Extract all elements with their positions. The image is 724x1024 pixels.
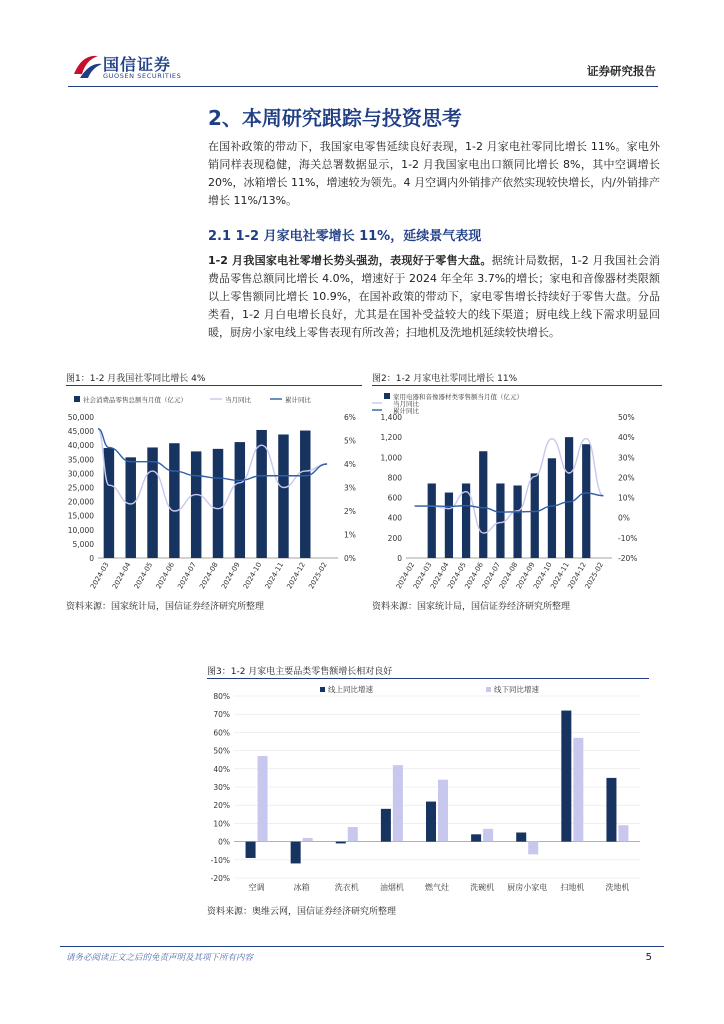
fig3-y-tick: 60% [213, 728, 230, 738]
fig3-bar-offline [528, 842, 538, 855]
fig3-bar-online [516, 833, 526, 842]
fig2-y-right-tick: 30% [618, 453, 635, 463]
fig2-y-right-tick: 20% [618, 473, 635, 483]
fig3-y-tick: -10% [210, 855, 230, 865]
fig3-bar-online [246, 842, 256, 858]
subsection-title: 2.1 1-2 月家电社零增长 11%，延续景气表现 [208, 229, 482, 244]
fig2-y-left-tick: 600 [387, 493, 402, 503]
report-type-label: 证券研究报告 [587, 64, 656, 78]
fig3-y-tick: 20% [213, 801, 230, 811]
fig3-y-tick: 80% [213, 692, 230, 701]
fig1-x-tick: 2024-05 [132, 561, 155, 591]
figure2-source: 资料来源：国家统计局，国信证券经济研究所整理 [372, 602, 571, 612]
fig3-bar-online [381, 809, 391, 842]
fig1-bar [256, 430, 266, 558]
fig3-x-tick: 冰箱 [293, 883, 310, 892]
figure3-chart [204, 682, 650, 900]
fig1-x-tick: 2024-12 [285, 561, 308, 591]
fig1-x-tick: 2024-10 [241, 561, 264, 591]
fig2-x-tick: 2024-11 [549, 561, 571, 591]
fig1-y-right-tick: 0% [344, 554, 356, 563]
fig2-y-right-tick: -10% [618, 533, 638, 543]
fig1-y-left-tick: 15,000 [67, 511, 94, 521]
figure1-chart [60, 390, 364, 596]
figure2-title: 图2：1-2 月家电社零同比增长 11% [372, 374, 518, 384]
fig3-x-tick: 扫地机 [560, 883, 585, 892]
fig3-x-tick: 油烟机 [379, 883, 404, 892]
page-number: 5 [645, 952, 652, 963]
fig2-legend-cumulative-label: 累计同比 [393, 407, 419, 415]
figure1-title: 图1：1-2 月我国社零同比增长 4% [66, 374, 206, 384]
fig1-x-tick: 2024-06 [154, 561, 177, 591]
fig1-y-left-tick: 5,000 [72, 539, 94, 549]
fig2-y-left-tick: 1,400 [380, 413, 402, 422]
fig1-x-tick: 2024-08 [198, 561, 220, 591]
fig2-y-right-tick: 40% [618, 433, 635, 443]
fig1-bar [191, 451, 201, 558]
fig2-y-left-tick: 400 [387, 513, 402, 523]
fig1-legend-cumulative-label: 累计同比 [285, 396, 311, 404]
fig3-legend-online-label: 线上同比增速 [328, 685, 373, 694]
fig3-bar-offline [573, 738, 583, 842]
fig3-bar-offline [438, 780, 448, 842]
fig2-y-right-tick: 10% [618, 493, 635, 503]
fig2-x-tick: 2024-02 [394, 561, 417, 591]
fig1-y-left-tick: 45,000 [67, 427, 94, 437]
figure2-rule [372, 385, 662, 386]
fig3-x-tick: 厨房小家电 [507, 883, 548, 892]
fig3-y-tick: 70% [213, 710, 230, 720]
fig3-legend-offline-label: 线下同比增速 [494, 685, 539, 694]
fig1-y-right-tick: 2% [344, 507, 356, 516]
fig1-x-tick: 2024-03 [89, 561, 111, 591]
fig2-bar [445, 493, 453, 558]
fig1-x-tick: 2024-09 [219, 561, 242, 591]
fig2-monthly-yoy-line [415, 439, 604, 533]
logo-name-cn: 国信证券 [103, 55, 172, 74]
fig2-x-tick: 2024-03 [411, 561, 434, 591]
fig2-x-tick: 2024-07 [480, 561, 503, 591]
fig2-bar [531, 473, 539, 558]
fig1-y-right-tick: 4% [344, 460, 356, 469]
fig3-y-tick: 0% [218, 837, 230, 847]
fig3-bar-offline [303, 838, 313, 842]
body-rest: 据统计局数据，1-2 月我国社会消费品零售总额同比增长 4.0%，增速好于 2024 年全年 3.7%的增长；家电和音像器材类限额以上零售额同比增长 10.9%，在国补政策的带动下，家电零售增长持续好于零售大盘。分品类看，1-2 月白电增长良好，尤其是在国补受益较大的线下渠道；厨电线上线下需求明显回暖，厨房小家电线上零售表现有所改善；扫地机及洗地机延续较快增长。 [208, 254, 661, 339]
fig3-bar-online [426, 802, 436, 842]
fig3-y-tick: 10% [213, 819, 230, 829]
fig2-cumulative-yoy-line [415, 493, 604, 512]
fig1-bar [125, 457, 135, 558]
fig3-y-tick: 50% [213, 746, 230, 756]
fig1-y-right-tick: 5% [344, 436, 356, 446]
fig2-bar [428, 483, 436, 558]
fig1-legend-monthly-label: 当月同比 [225, 396, 251, 404]
figure2-chart [366, 390, 666, 596]
fig2-bar [479, 451, 487, 558]
fig2-legend-bar-label: 家用电器和音像器材类零售额当月值（亿元） [393, 393, 523, 401]
fig2-y-right-tick: 0% [618, 513, 630, 523]
fig2-x-tick: 2025-02 [583, 561, 606, 591]
fig2-y-right-tick: -20% [618, 554, 638, 563]
fig1-y-left-tick: 0 [89, 554, 94, 563]
fig1-legend-bar-swatch [74, 396, 80, 402]
fig3-y-tick: -20% [210, 874, 230, 883]
fig1-bar [300, 431, 310, 558]
fig2-bar [582, 444, 590, 558]
fig3-bar-online [291, 842, 301, 864]
fig3-bar-offline [483, 829, 493, 842]
fig1-bar [213, 449, 223, 558]
fig1-y-left-tick: 20,000 [67, 497, 94, 507]
fig2-x-tick: 2024-12 [566, 561, 588, 591]
fig1-y-left-tick: 30,000 [67, 469, 94, 479]
fig1-y-left-tick: 50,000 [67, 413, 94, 422]
fig3-bar-offline [258, 756, 268, 842]
fig1-y-left-tick: 25,000 [67, 483, 94, 493]
fig2-bar [565, 437, 573, 558]
fig2-x-tick: 2024-10 [532, 561, 554, 591]
fig2-y-left-tick: 800 [387, 473, 402, 483]
fig2-legend-monthly-label: 当月同比 [393, 400, 419, 408]
fig1-legend-bar-label: 社会消费品零售总额当月值（亿元） [83, 396, 187, 404]
fig3-bar-offline [618, 825, 628, 841]
fig3-y-tick: 40% [213, 764, 230, 774]
fig3-bar-offline [393, 765, 403, 841]
figure1-source: 资料来源：国家统计局，国信证券经济研究所整理 [66, 602, 265, 612]
fig2-x-tick: 2024-08 [497, 561, 520, 591]
fig1-x-tick: 2025-02 [307, 561, 329, 591]
fig1-x-tick: 2024-11 [263, 561, 286, 591]
fig3-bar-online [336, 842, 346, 844]
fig2-bar [548, 458, 556, 558]
fig2-x-tick: 2024-09 [514, 561, 537, 591]
fig2-x-tick: 2024-04 [429, 561, 451, 591]
fig3-legend-offline-swatch [486, 687, 491, 692]
fig2-x-tick: 2024-05 [446, 561, 468, 591]
fig3-bar-online [471, 834, 481, 841]
body-paragraph [208, 252, 660, 342]
body-lead-bold: 1-2 月我国家电社零增长势头强劲，表现好于零售大盘。 [208, 254, 492, 267]
fig1-y-left-tick: 10,000 [67, 525, 94, 535]
fig2-x-tick: 2024-06 [463, 561, 485, 591]
fig3-bar-online [561, 711, 571, 842]
fig1-y-right-tick: 3% [344, 483, 356, 493]
fig3-x-tick: 洗碗机 [470, 883, 495, 892]
header-divider [68, 86, 658, 87]
footer-disclaimer: 请务必阅读正文之后的免责声明及其项下所有内容 [66, 953, 254, 963]
fig3-x-tick: 洗衣机 [334, 883, 359, 892]
fig1-bar [235, 442, 245, 558]
fig1-y-left-tick: 35,000 [67, 455, 94, 465]
fig1-bar [278, 434, 288, 558]
guosen-logo-mark-icon [72, 52, 104, 82]
fig1-bar [147, 447, 157, 558]
fig3-y-tick: 30% [213, 783, 230, 792]
fig2-bar [513, 485, 521, 558]
fig3-bar-online [606, 778, 616, 842]
fig2-y-left-tick: 200 [387, 533, 402, 543]
figure3-source: 资料来源：奥维云网，国信证券经济研究所整理 [207, 907, 397, 917]
fig2-y-left-tick: 1,000 [380, 453, 402, 463]
fig1-x-tick: 2024-07 [176, 561, 198, 591]
footer-divider [60, 946, 664, 947]
fig2-y-right-tick: 50% [618, 413, 635, 422]
figure1-rule [66, 385, 362, 386]
fig1-y-right-tick: 6% [344, 413, 356, 422]
fig3-legend-online-swatch [320, 687, 325, 692]
intro-paragraph: 在国补政策的带动下，我国家电零售延续良好表现，1-2 月家电社零同比增长 11%。家电外销同样表现稳健，海关总署数据显示，1-2 月我国家电出口额同比增长 8%，其中空调增长 20%，冰箱增长 11%，增速较为领先。4 月空调内外销排产依然实现较快增长，内/外销排产增长 11%/13%。 [208, 140, 660, 207]
fig1-bar [169, 443, 179, 558]
fig3-x-tick: 燃气灶 [425, 883, 449, 892]
fig3-x-tick: 洗地机 [605, 883, 630, 892]
fig2-legend-bar-swatch [384, 393, 390, 399]
fig2-bar [496, 483, 504, 558]
fig3-bar-offline [348, 827, 358, 842]
fig1-y-left-tick: 40,000 [67, 441, 94, 451]
fig1-x-tick: 2024-04 [110, 561, 133, 591]
fig1-bar [104, 448, 114, 558]
fig1-y-right-tick: 1% [344, 530, 356, 540]
figure3-rule [207, 678, 649, 679]
section-title: 2、本周研究跟踪与投资思考 [208, 106, 462, 130]
logo-name-en: GUOSEN SECURITIES [103, 72, 182, 80]
fig2-y-left-tick: 0 [397, 554, 402, 563]
fig3-x-tick: 空调 [248, 883, 265, 892]
fig2-y-left-tick: 1,200 [380, 433, 402, 443]
figure3-title: 图3：1-2 月家电主要品类零售额增长相对良好 [207, 667, 393, 677]
